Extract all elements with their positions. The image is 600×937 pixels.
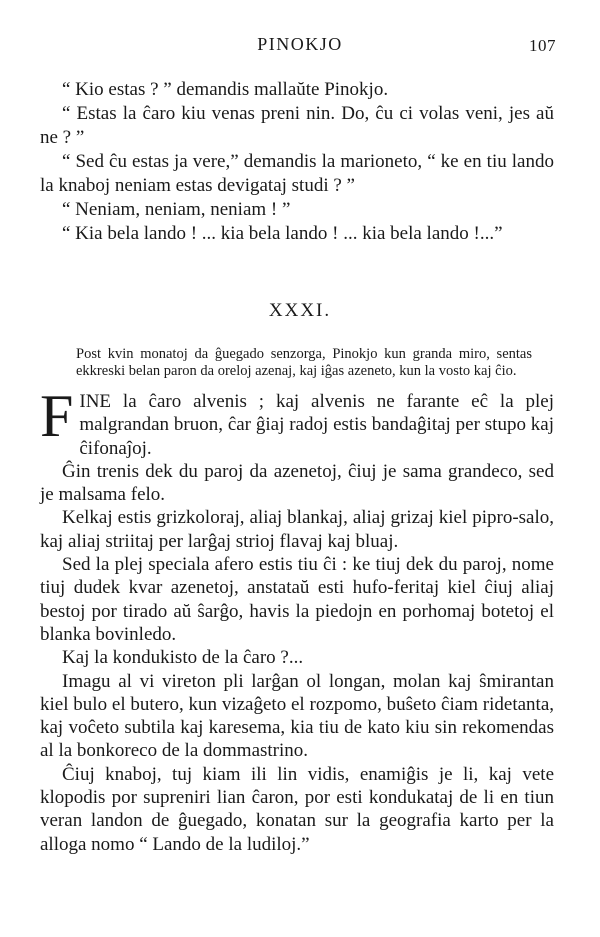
first-paragraph — [40, 383, 554, 460]
body-paragraph: Sed la plej speciala afero estis tiu ĉi : ke tiuj dek du paroj, nome tiuj dudek kvar azenetoj, anstataŭ esti hufo-feritaj kiel ĉiuj aliaj bestoj por tirado aŭ ŝarĝo, havis la piedojn en porhomaj botetoj el blanka bovinledo. — [40, 554, 554, 645]
body-paragraph: Imagu al vi vireton pli larĝan ol longan, molan kaj ŝmirantan kiel bulo el butero, kun vizaĝeto el rozpomo, buŝeto ĉiam ridetanta, kaj voĉeto subtila kaj karesema, kia tiu de kato kiu sin rekomendas al la bonkoreco de la dommastrino. — [40, 670, 554, 762]
chapter-summary: Post kvin monatoj da ĝuegado senzorga, Pinokjo kun granda miro, sentas ekkreski belan paron da oreloj azenaj, kaj iĝas azeneto, kun la vosto kaj ĉio. — [76, 346, 532, 379]
dialogue-line: “ Kia bela lando ! ... kia bela lando ! ... kia bela lando !...” — [62, 223, 503, 244]
dialogue-line: “ Estas la ĉaro kiu venas preni nin. Do, ĉu ci volas veni, jes aŭ ne ? ” — [40, 103, 554, 148]
chapter-body — [40, 383, 554, 856]
dialogue-line: “ Kio estas ? ” demandis mallaŭte Pinokjo. — [62, 79, 389, 100]
page-number: 107 — [529, 36, 556, 55]
body-paragraph: Ĉiuj knaboj, tuj kiam ili lin vidis, enamiĝis je li, kaj vete klopodis por supreniri lian ĉaron, por esti kondukataj de li en tiun veran landon de ĝuegado, konatan sur la geografia karto per la alloga nomo “ Lando de la ludiloj.” — [40, 763, 554, 855]
chapter-heading: XXXI. — [268, 300, 332, 321]
running-title: PINOKJO — [257, 34, 343, 54]
drop-cap: F — [40, 383, 74, 449]
first-paragraph-text: INE la ĉaro alvenis ; kaj alvenis ne farante eĉ la plej malgrandan bruon, ĉar ĝiaj radoj estis bandaĝitaj per stupo kaj ĉifonaĵoj. — [79, 391, 554, 459]
dialogue-line: “ Sed ĉu estas ja vere,” demandis la marioneto, “ ke en tiu lando la knaboj neniam estas devigataj studi ? ” — [40, 151, 554, 196]
body-paragraph: Kelkaj estis grizkoloraj, aliaj blankaj, aliaj grizaj kiel pipro-salo, kaj aliaj striitaj per larĝaj strioj flavaj kaj bluaj. — [40, 507, 554, 552]
dialogue-line: “ Neniam, neniam, neniam ! ” — [62, 199, 291, 220]
dialogue-block — [40, 78, 554, 246]
body-paragraph: Kaj la kondukisto de la ĉaro ?... — [62, 647, 304, 669]
body-paragraph: Ĝin trenis dek du paroj da azenetoj, ĉiuj je sama grandeco, sed je malsama felo. — [40, 460, 554, 506]
